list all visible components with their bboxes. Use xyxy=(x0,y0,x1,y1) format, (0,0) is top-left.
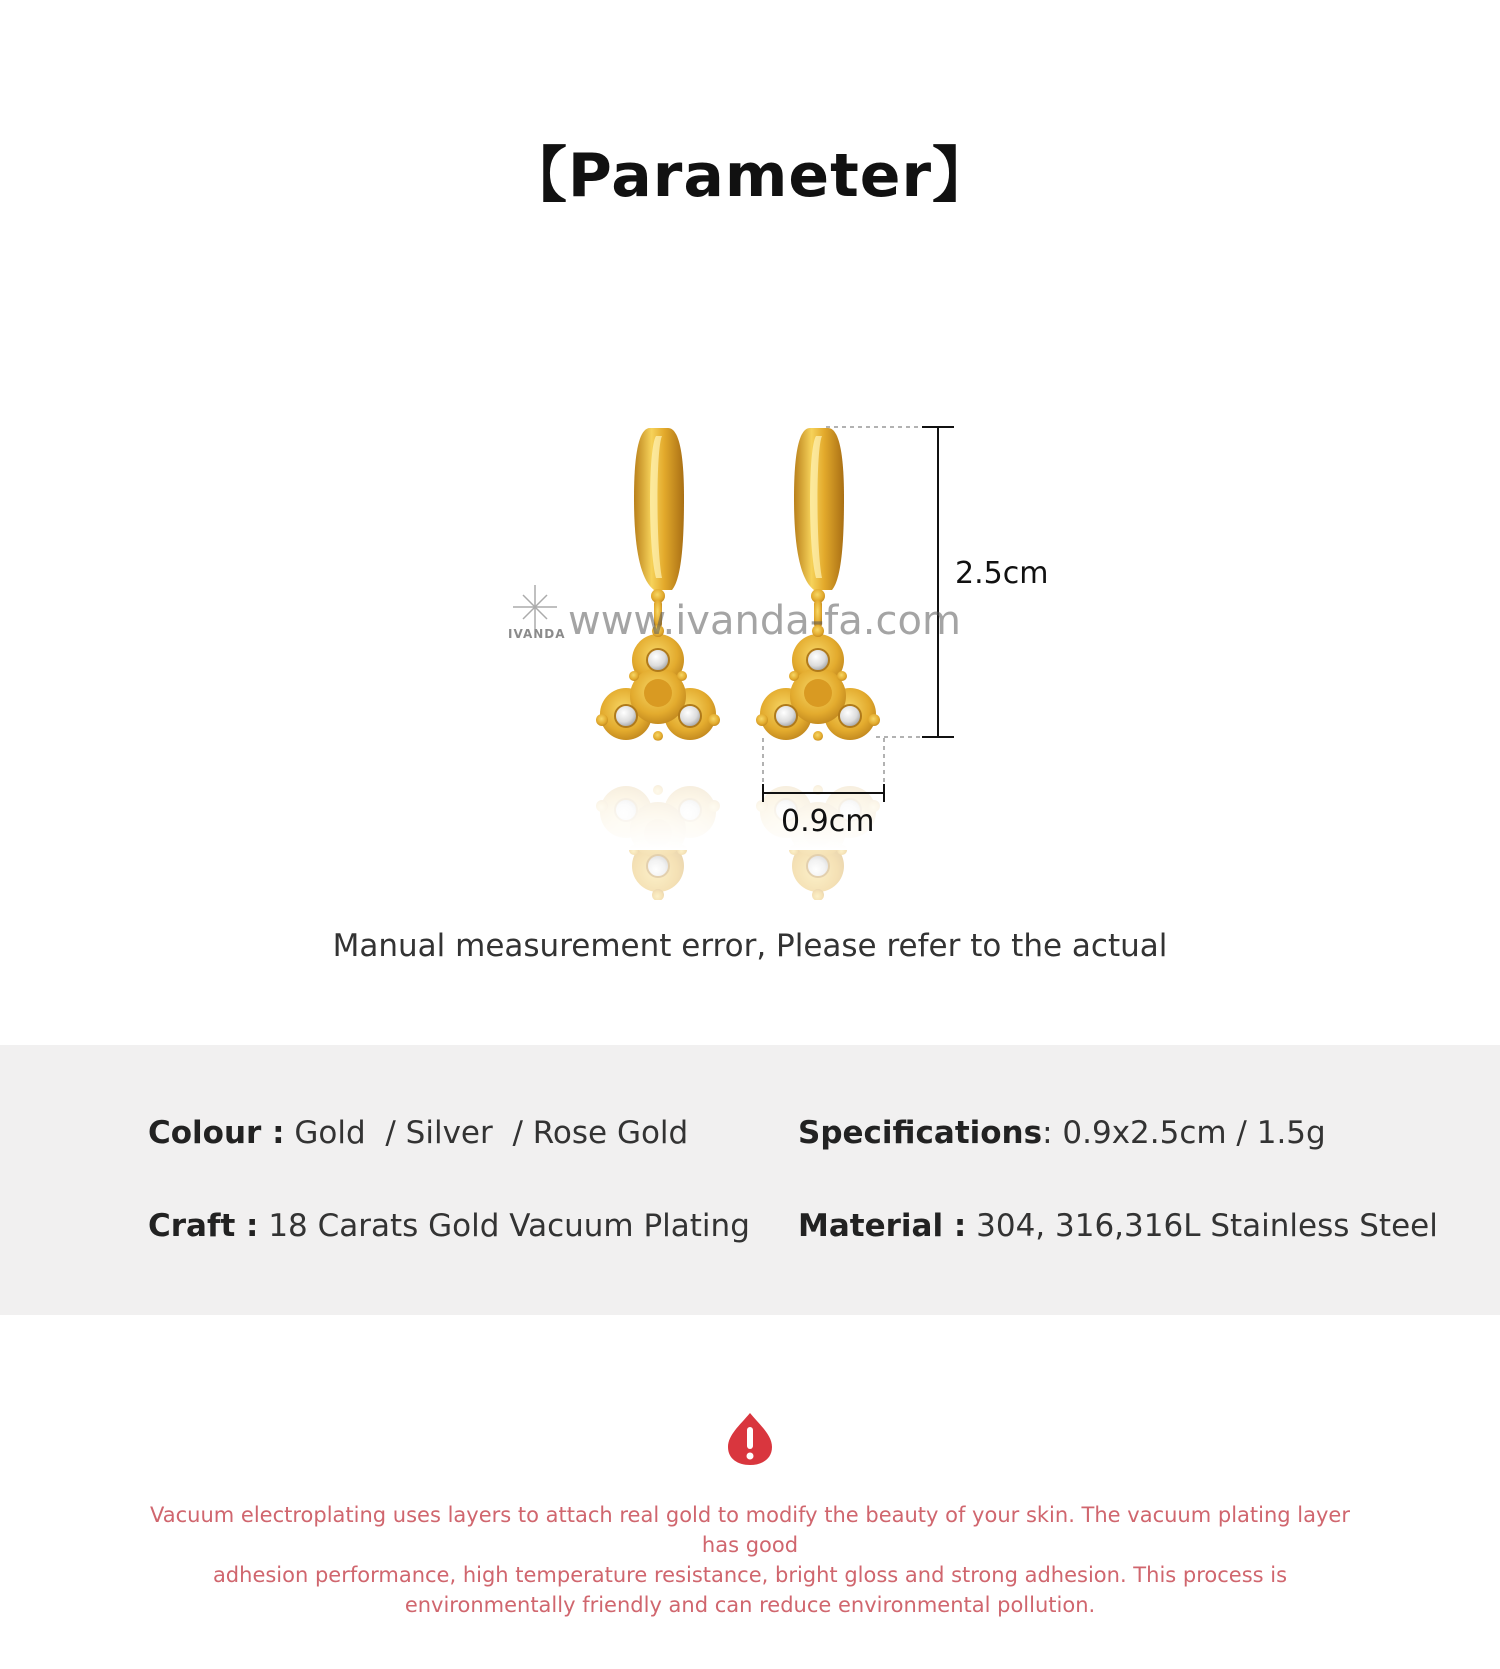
spec-colour xyxy=(148,1115,688,1151)
spec-craft-value: 18 Carats Gold Vacuum Plating xyxy=(268,1208,750,1244)
spec-craft-label: Craft : xyxy=(148,1208,259,1244)
right-earring xyxy=(756,428,880,741)
spec-specifications-label: Specifications xyxy=(798,1115,1043,1151)
width-label: 0.9cm xyxy=(781,804,875,839)
plating-description xyxy=(150,1500,1350,1620)
star-sparkle-icon xyxy=(513,585,557,629)
spec-material xyxy=(798,1208,1438,1244)
plating-description-line: Vacuum electroplating uses layers to attach real gold to modify the beauty of your skin. The vacuum plating layer has good xyxy=(150,1503,1350,1557)
height-label: 2.5cm xyxy=(955,556,1049,591)
spec-craft xyxy=(148,1208,750,1244)
spec-panel xyxy=(0,1045,1500,1315)
spec-material-label: Material : xyxy=(798,1208,967,1244)
watermark-logo-text: IVANDA xyxy=(508,627,566,641)
plating-description-line: environmentally friendly and can reduce environmental pollution. xyxy=(404,1593,1096,1617)
watermark-url: www.ivanda-fa.com xyxy=(568,598,961,644)
plating-description-line: adhesion performance, high temperature resistance, bright gloss and strong adhesion. This process is xyxy=(212,1563,1288,1587)
measurement-note: Manual measurement error, Please refer to the actual xyxy=(332,928,1168,964)
spec-specifications xyxy=(798,1115,1326,1151)
left-earring xyxy=(596,428,720,741)
spec-material-value: 304, 316,316L Stainless Steel xyxy=(976,1208,1438,1244)
spec-colour-value: Gold / Silver / Rose Gold xyxy=(294,1115,689,1151)
page-title: 【Parameter】 xyxy=(506,141,994,211)
exclamation-drop-icon xyxy=(726,1411,774,1467)
spec-colour-label: Colour : xyxy=(148,1115,285,1151)
spec-specifications-value: : 0.9x2.5cm / 1.5g xyxy=(1042,1115,1326,1151)
